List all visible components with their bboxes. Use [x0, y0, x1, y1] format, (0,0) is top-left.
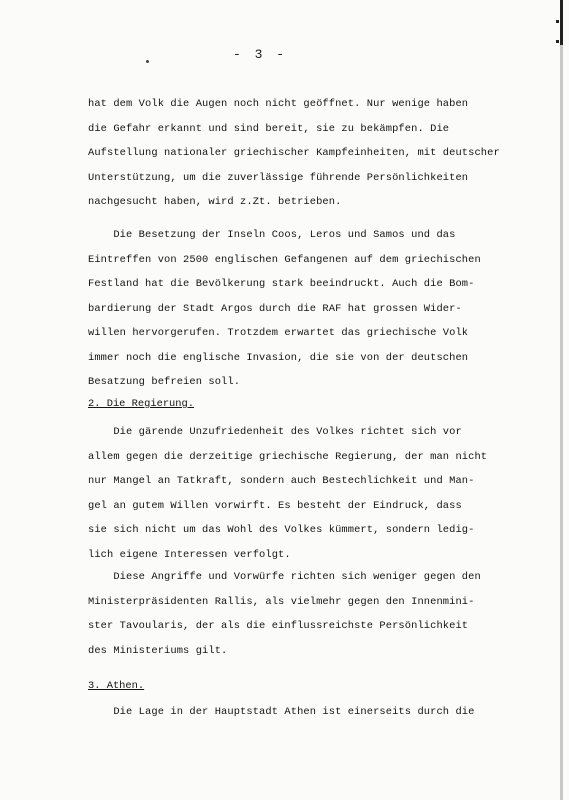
- text-line: hat dem Volk die Augen noch nicht geöffnet. Nur wenige haben: [88, 98, 469, 110]
- text-line: allem gegen die derzeitige griechische Regierung, der man nicht: [88, 450, 488, 463]
- paragraph-5: [88, 700, 528, 725]
- text-line: gel an gutem Willen vorwirft. Es besteht der Eindruck, dass: [88, 499, 462, 512]
- text-line: Die Lage in der Hauptstadt Athen ist einerseits durch die: [88, 706, 475, 718]
- paragraph-4: [88, 565, 528, 663]
- text-line: lich eigene Interessen verfolgt.: [88, 548, 291, 561]
- text-line: Eintreffen von 2500 englischen Gefangenen auf dem griechischen: [88, 253, 481, 266]
- text-line: Die gärende Unzufriedenheit des Volkes richtet sich vor: [88, 426, 462, 438]
- section-heading-regierung: 2. Die Regierung.: [88, 398, 195, 410]
- text-line: Diese Angriffe und Vorwürfe richten sich weniger gegen den: [88, 571, 481, 583]
- text-line: Die Besetzung der Inseln Coos, Leros und Samos und das: [88, 229, 456, 241]
- ink-dot: [146, 60, 149, 63]
- edge-mark: [556, 20, 559, 23]
- text-line: des Ministeriums gilt.: [88, 644, 228, 657]
- edge-mark: [556, 40, 559, 43]
- page-number: - 3 -: [232, 47, 287, 62]
- paragraph-1: [88, 92, 528, 215]
- text-line: die Gefahr erkannt und sind bereit, sie zu bekämpfen. Die: [88, 122, 450, 135]
- paragraph-3: [88, 420, 528, 567]
- text-line: willen hervorgerufen. Trotzdem erwartet das griechische Volk: [88, 327, 469, 339]
- text-line: nur Mangel an Tatkraft, sondern auch Bestechlichkeit und Man-: [88, 475, 475, 487]
- text-line: bardierung der Stadt Argos durch die RAF hat grossen Wider-: [88, 302, 462, 315]
- text-line: Festland hat die Bevölkerung stark beeindruckt. Auch die Bom-: [88, 278, 475, 290]
- text-line: nachgesucht haben, wird z.Zt. betrieben.: [88, 196, 342, 208]
- text-line: Aufstellung nationaler griechischer Kampfeinheiten, mit deutscher: [88, 147, 500, 159]
- text-line: Unterstützung, um die zuverlässige führende Persönlichkeiten: [88, 171, 469, 184]
- section-heading-athen: 3. Athen.: [88, 680, 145, 692]
- text-line: immer noch die englische Invasion, die sie von der deutschen: [88, 351, 469, 364]
- page-edge-shadow: [560, 0, 563, 800]
- paragraph-2: [88, 223, 528, 395]
- text-line: sie sich nicht um das Wohl des Volkes kümmert, sondern ledig-: [88, 524, 475, 536]
- text-line: ster Tavoularis, der als die einflussreichste Persönlichkeit: [88, 620, 469, 632]
- text-line: Ministerpräsidenten Rallis, als vielmehr gegen den Innenmini-: [88, 595, 475, 608]
- text-line: Besatzung befreien soll.: [88, 376, 241, 388]
